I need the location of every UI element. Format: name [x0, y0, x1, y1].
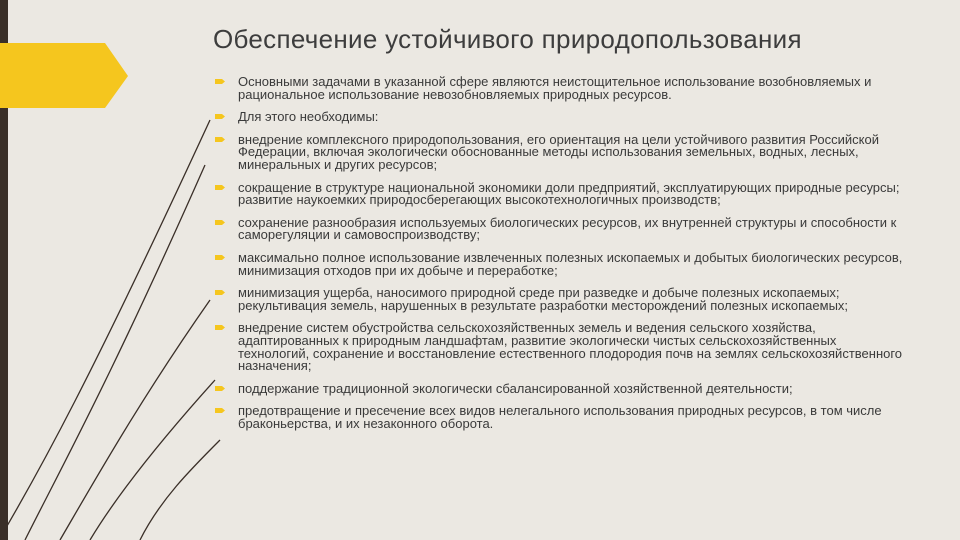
pencil-icon [215, 112, 226, 121]
yellow-arrow-shape [0, 43, 128, 108]
bullet-item [213, 111, 903, 124]
bullet-text: внедрение комплексного природопользования, его ориентация на цели устойчивого развития Российской Федерации, включая экологически обоснованные методы использования земельных, водных, лесных, минеральных и других ресурсов; [238, 131, 879, 172]
bullet-item [213, 179, 903, 208]
bullet-item [213, 131, 903, 172]
bullet-list [213, 76, 903, 430]
bullet-text: сохранение разнообразия используемых биологических ресурсов, их внутренней структуры и способности к саморегуляции и самовоспроизводству; [238, 214, 897, 243]
pencil-icon [215, 135, 226, 144]
bullet-text: предотвращение и пресечение всех видов нелегального использования природных ресурсов, в том числе браконьерства, и их незаконного оборота. [238, 403, 882, 431]
pencil-icon [215, 77, 226, 86]
bullet-item [213, 405, 903, 430]
bullet-item [213, 287, 903, 312]
pencil-icon [215, 183, 226, 192]
bullet-item [213, 249, 903, 278]
bullet-text: сокращение в структуре национальной экономики доли предприятий, эксплуатирующих природные ресурсы; развитие наукоемких природосберегающих высокотехнологичных производств; [238, 179, 900, 208]
bullet-item [213, 380, 903, 396]
bullet-item [213, 76, 903, 101]
bullet-text: Для этого необходимы: [238, 109, 379, 125]
slide-title: Обеспечение устойчивого природопользования [213, 24, 802, 54]
pencil-icon [215, 406, 226, 415]
bullet-text: внедрение систем обустройства сельскохозяйственных земель и ведения сельского хозяйства, адаптированных к природным ландшафтам, развитие экологически чистых сельскохозяйственных технологий, сохранение и восстановление естественного плодородия почв на землях сельскохозяйственного назначения; [238, 320, 903, 374]
bullet-item [213, 322, 903, 372]
pencil-icon [215, 288, 226, 297]
bullet-text: максимально полное использование извлеченных полезных ископаемых и добытых биологических ресурсов, минимизация отходов при их добыче и переработке; [238, 249, 903, 278]
pencil-icon [215, 384, 226, 393]
decorative-curves [0, 0, 240, 540]
pencil-icon [215, 218, 226, 227]
bullet-text: Основными задачами в указанной сфере являются неистощительное использование возобновляемых и рациональное использование невозобновляемых природных ресурсов. [238, 74, 872, 102]
pencil-icon [215, 253, 226, 262]
bullet-item [213, 214, 903, 243]
bullet-text: поддержание традиционной экологически сбалансированной хозяйственной деятельности; [238, 380, 793, 396]
pencil-icon [215, 323, 226, 332]
bullet-text: минимизация ущерба, наносимого природной среде при разведке и добыче полезных ископаемых; рекультивация земель, нарушенных в результате разработки месторождений полезных ископаемых; [238, 285, 849, 313]
